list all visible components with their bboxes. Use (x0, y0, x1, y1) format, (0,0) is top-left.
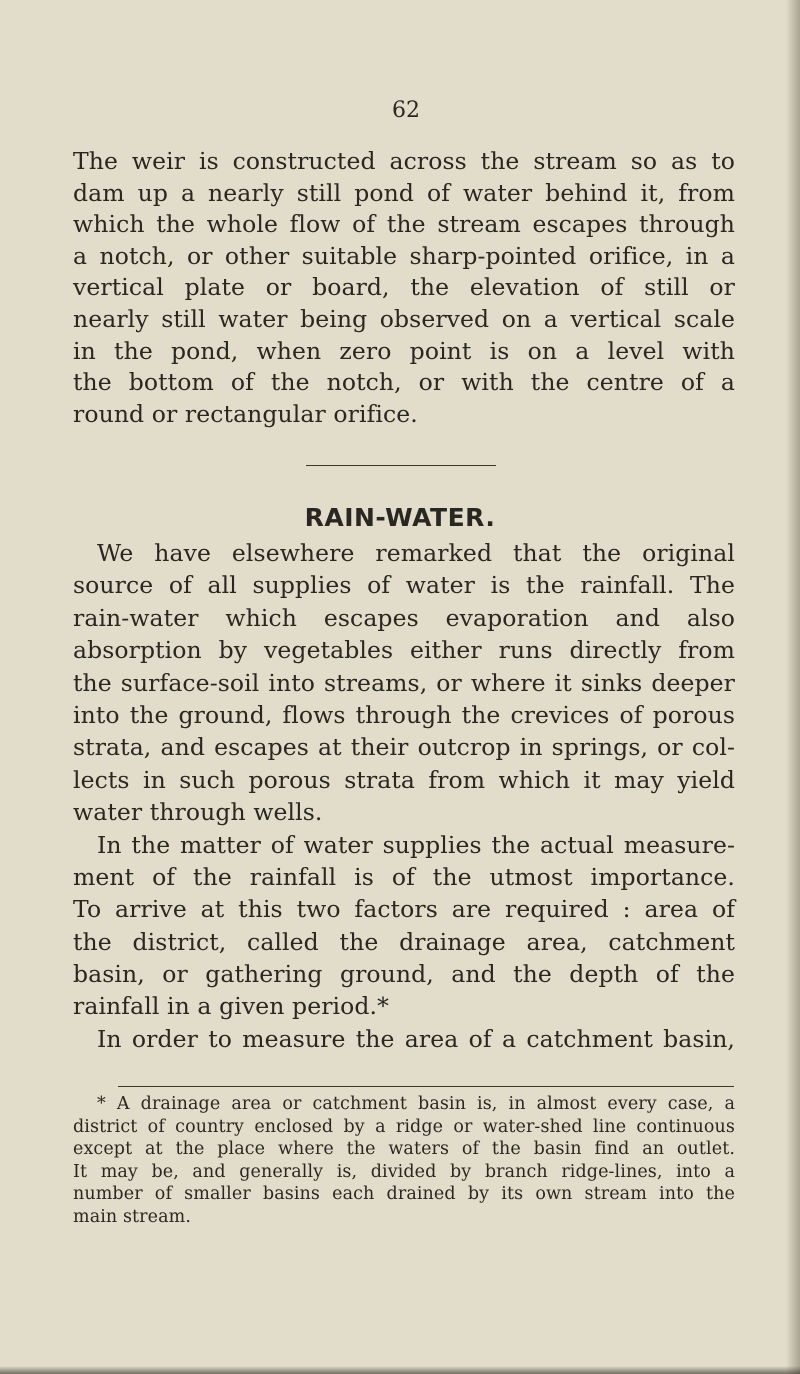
text-line: We have elsewhere remarked that the original (97, 539, 735, 567)
text-line: which the whole flow of the stream escapes through (73, 210, 735, 239)
page-edge-shadow (786, 0, 800, 1374)
text-line: into the ground, flows through the crevices of porous (73, 700, 735, 729)
text-line: In order to measure the area of a catchment basin, (97, 1024, 735, 1053)
text-line: lects in such porous strata from which it may yield (73, 765, 735, 794)
footnote-divider (118, 1086, 734, 1087)
footnote-line: except at the place where the waters of the basin find an outlet. (73, 1139, 735, 1160)
text-line: the bottom of the notch, or with the centre of a (73, 368, 735, 397)
text-line: strata, and escapes at their outcrop in springs, or col- (73, 733, 735, 762)
text-line: The weir is constructed across the stream so as to (73, 147, 735, 175)
footnote-line: * A drainage area or catchment basin is, in almost every case, a (97, 1094, 735, 1114)
text-line: ment of the rainfall is of the utmost importance. (73, 862, 735, 891)
footnote-line: number of smaller basins each drained by its own stream into the (73, 1184, 735, 1205)
section-heading: RAIN-WATER. (304, 503, 496, 532)
rain-water-paragraph (73, 537, 735, 1055)
section-divider (306, 465, 496, 466)
text-line: round or rectangular orifice. (73, 399, 418, 428)
text-line: absorption by vegetables either runs directly from (73, 636, 735, 665)
footnote (73, 1093, 735, 1229)
text-line: the district, called the drainage area, catchment (73, 927, 735, 956)
text-line: rain-water which escapes evaporation and also (73, 603, 735, 632)
footnote-line: district of country enclosed by a ridge or water-shed line continuous (73, 1116, 735, 1137)
text-line: In the matter of water supplies the actual measure- (97, 830, 735, 859)
page-bottom-edge (0, 1366, 800, 1374)
page-number: 62 (392, 98, 420, 123)
text-line: source of all supplies of water is the rainfall. The (73, 571, 735, 600)
footnote-line: main stream. (73, 1206, 191, 1227)
text-line: rainfall in a given period.* (73, 992, 389, 1021)
text-line: a notch, or other suitable sharp-pointed orifice, in a (73, 241, 735, 270)
text-line: nearly still water being observed on a vertical scale (73, 304, 735, 333)
text-line: basin, or gathering ground, and the depth of the (73, 960, 735, 989)
text-line: the surface-soil into streams, or where it sinks deeper (73, 668, 735, 697)
footnote-line: It may be, and generally is, divided by branch ridge-lines, into a (73, 1161, 735, 1182)
text-line: vertical plate or board, the elevation of still or (73, 273, 735, 302)
text-line: water through wells. (73, 798, 323, 827)
text-line: in the pond, when zero point is on a level with (73, 336, 735, 365)
text-line: To arrive at this two factors are required : area of (73, 895, 735, 924)
weir-paragraph (73, 146, 735, 430)
text-line: dam up a nearly still pond of water behind it, from (73, 178, 735, 207)
